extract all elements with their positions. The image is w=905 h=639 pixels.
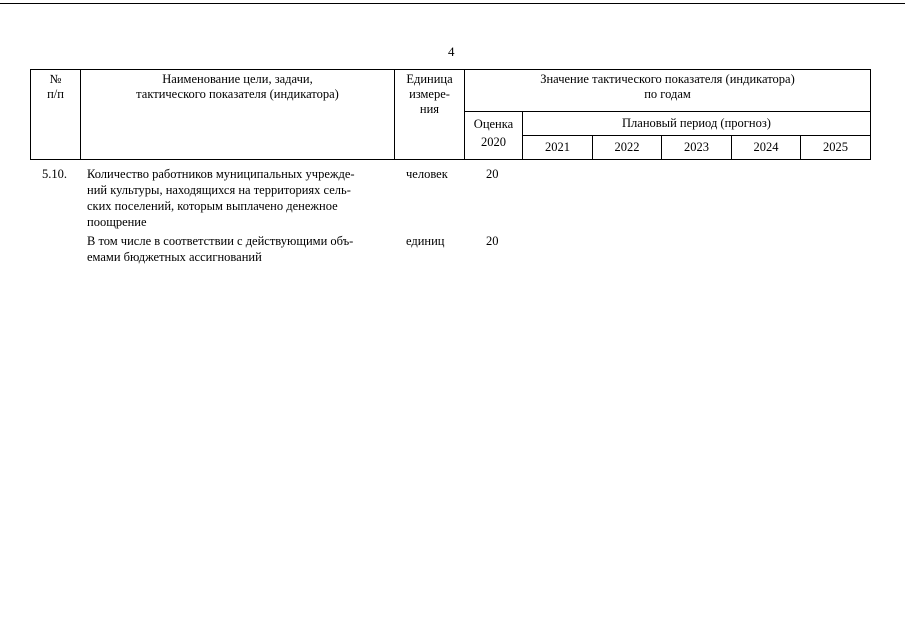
value-2020: 20 — [486, 234, 499, 248]
column-name-header: Наименование цели, задачи, тактического показателя (индикатора) — [81, 70, 395, 160]
column-plan-period-header: Плановый период (прогноз) — [523, 112, 871, 136]
year-header-2023: 2023 — [662, 136, 732, 160]
year-header-2022: 2022 — [593, 136, 662, 160]
indicator-unit: единиц — [406, 234, 445, 248]
row-number: 5.10. — [42, 167, 67, 181]
column-estimate-header: Оценка 2020 — [465, 112, 523, 160]
year-header-2021: 2021 — [523, 136, 593, 160]
indicator-table-body — [30, 166, 510, 267]
column-number-header: № п/п — [31, 70, 81, 160]
year-header-2025: 2025 — [801, 136, 871, 160]
table-row — [30, 233, 510, 267]
year-header-2024: 2024 — [732, 136, 801, 160]
column-values-header: Значение тактического показателя (индикатора) по годам — [465, 70, 871, 112]
column-unit-header: Единица измере- ния — [395, 70, 465, 160]
indicator-unit: человек — [406, 167, 448, 181]
page-number: 4 — [448, 44, 455, 59]
value-2020: 20 — [486, 167, 499, 181]
indicator-table-header — [30, 69, 871, 160]
indicator-name: В том числе в соответствии с действующими объ- емами бюджетных ассигнований — [87, 234, 354, 264]
top-border-line — [0, 3, 905, 4]
table-row — [30, 166, 510, 233]
indicator-name: Количество работников муниципальных учрежде- ний культуры, находящихся на территориях сель- ских поселений, которым выплачено денежное поощрение — [87, 167, 355, 229]
